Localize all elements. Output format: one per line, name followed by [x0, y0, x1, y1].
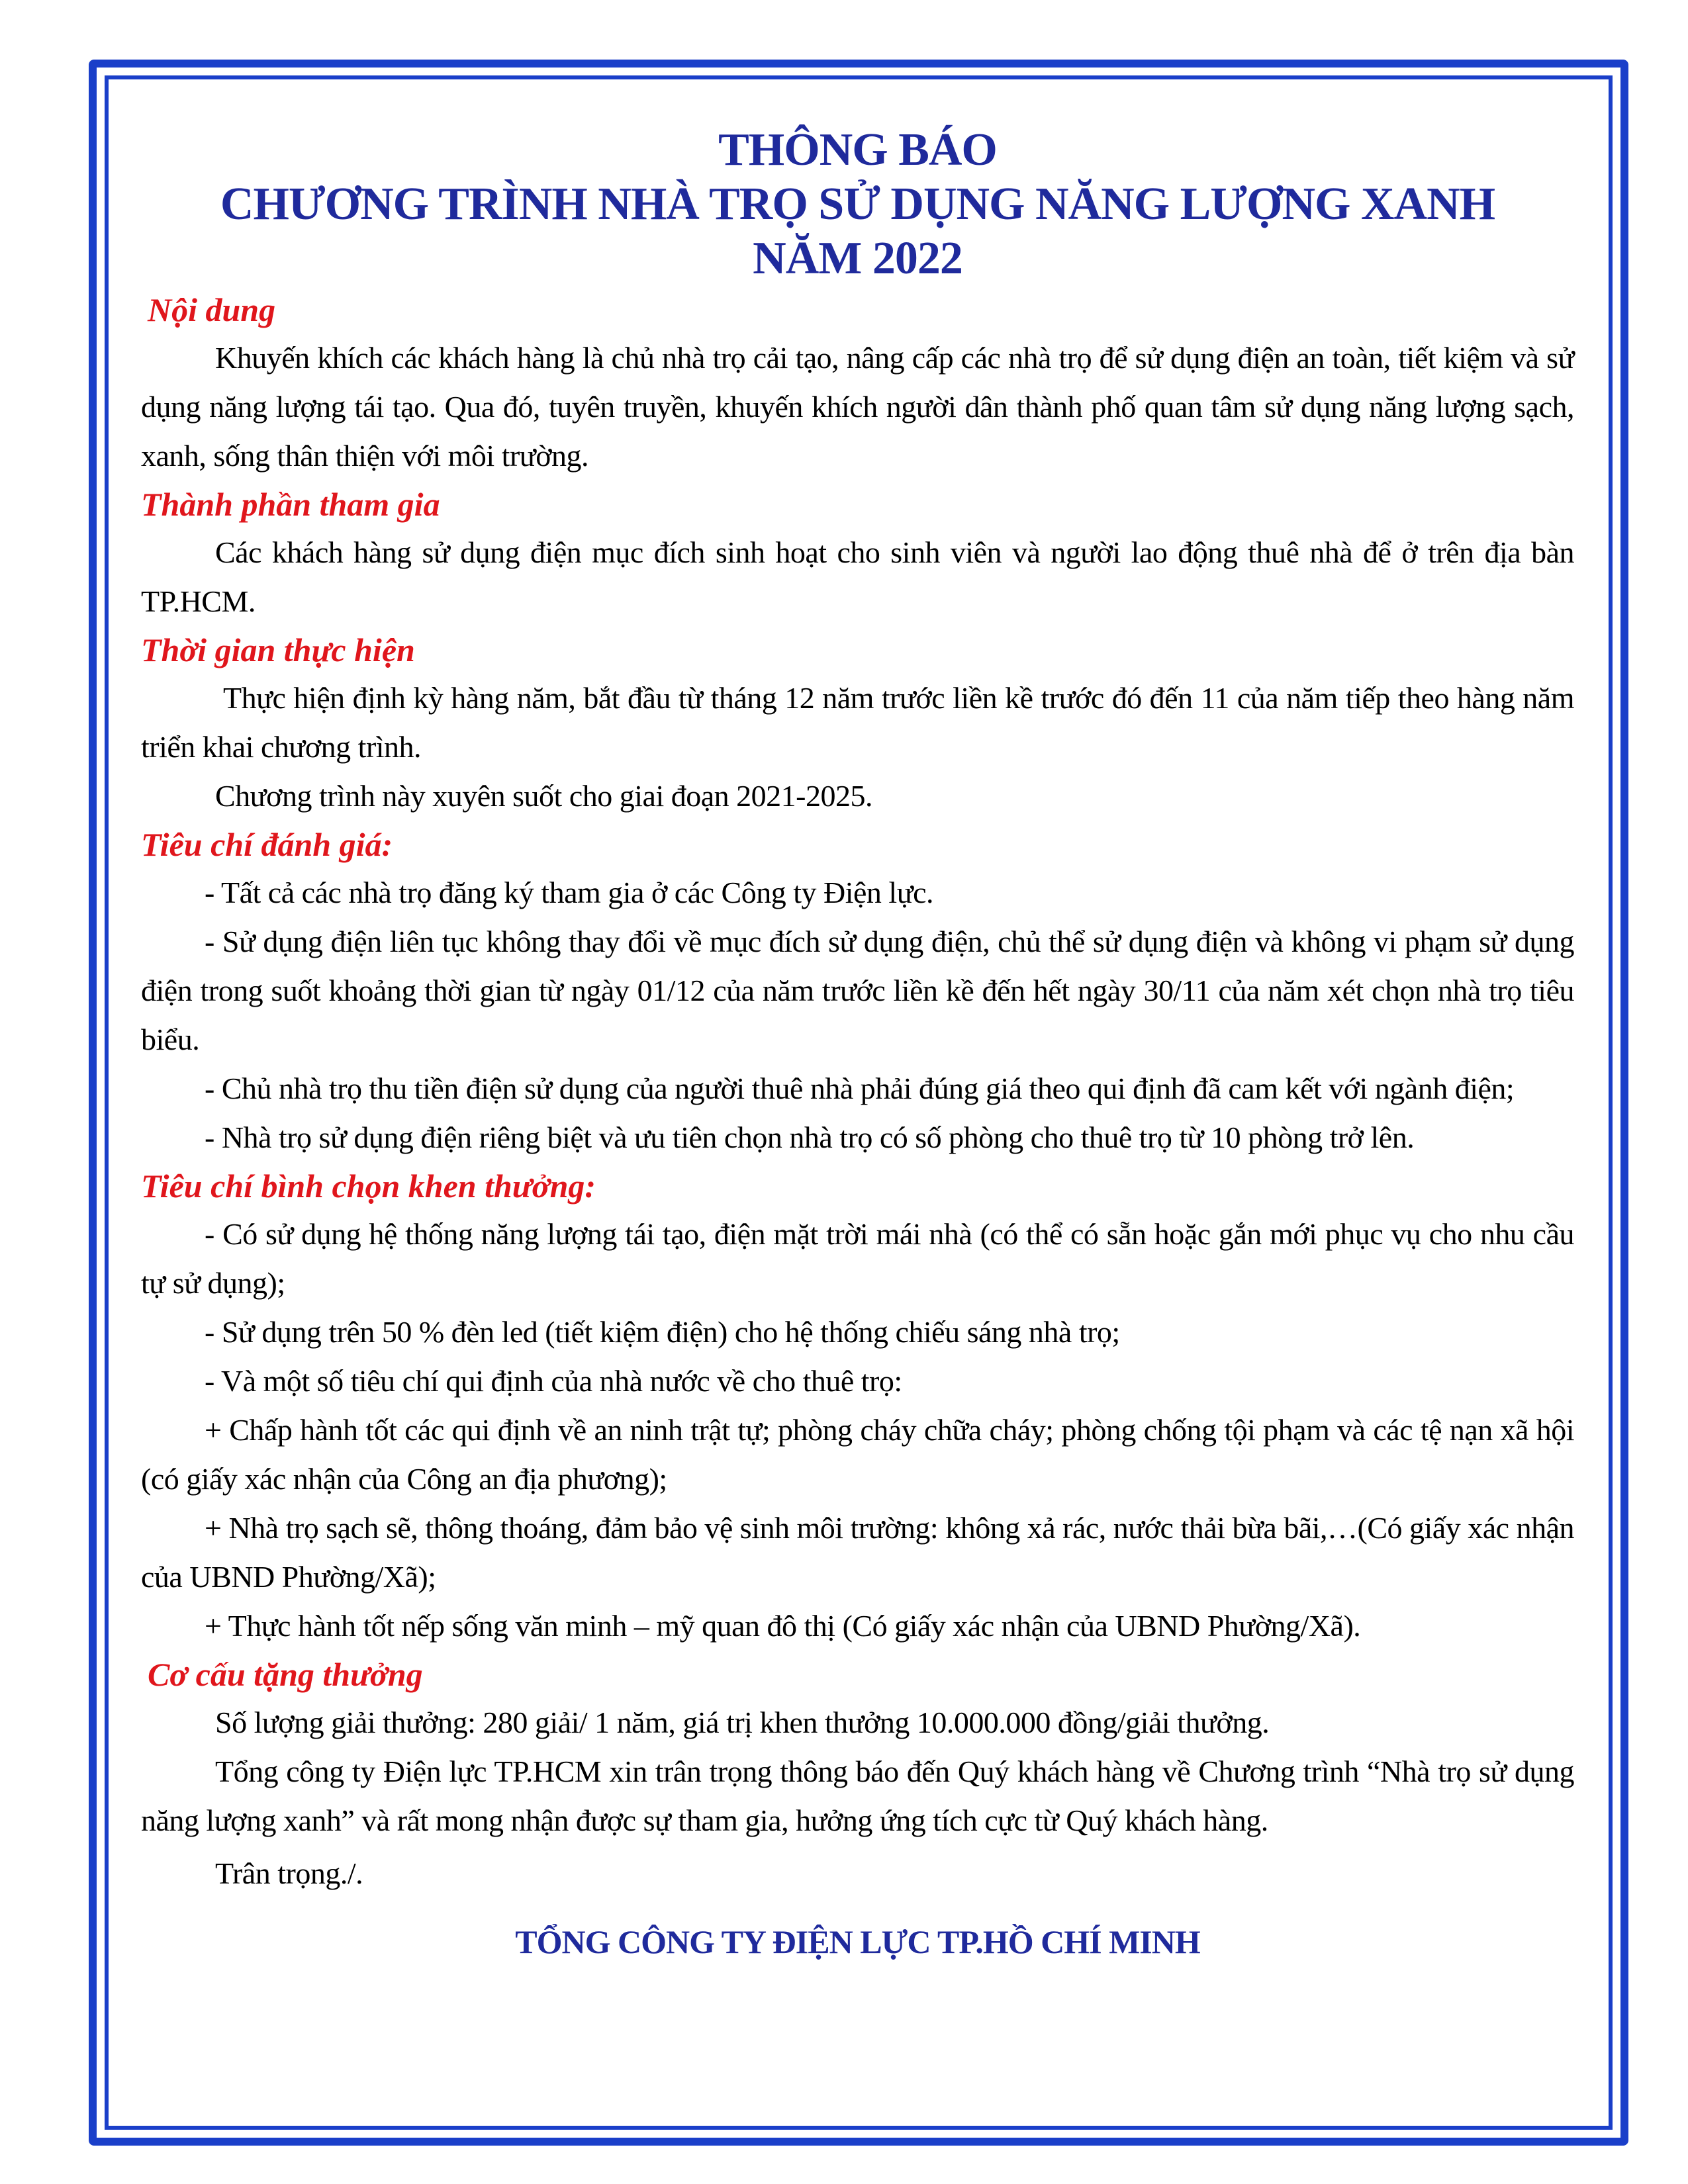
title-line-1: THÔNG BÁO	[718, 124, 997, 175]
criteria-item: - Sử dụng điện liên tục không thay đổi về mục đích sử dụng điện, chủ thể sử dụng điện và không vi phạm sử dụng điện trong suốt khoảng thời gian từ ngày 01/12 của năm trước liền kề đến hết ngày 30/11 của năm xét chọn nhà trọ tiêu biểu.	[141, 925, 1574, 1056]
award-criteria-item: - Sử dụng trên 50 % đèn led (tiết kiệm điện) cho hệ thống chiếu sáng nhà trọ;	[205, 1315, 1120, 1349]
paragraph-co-cau-2: Tổng công ty Điện lực TP.HCM xin trân trọng thông báo đến Quý khách hàng về Chương trình “Nhà trọ sử dụng năng lượng xanh” và rất mong nhận được sự tham gia, hưởng ứng tích cực từ Quý khách hàng.	[141, 1754, 1574, 1837]
title-line-3: NĂM 2022	[753, 233, 962, 284]
paragraph-thoi-gian-2: Chương trình này xuyên suốt cho giai đoạn 2021-2025.	[215, 779, 872, 813]
award-criteria-item: + Nhà trọ sạch sẽ, thông thoáng, đảm bảo vệ sinh môi trường: không xả rác, nước thải bừa bãi,…(Có giấy xác nhận của UBND Phường/Xã);	[141, 1511, 1574, 1594]
heading-tieu-chi-danh-gia: Tiêu chí đánh giá:	[141, 826, 393, 863]
award-criteria-item: - Có sử dụng hệ thống năng lượng tái tạo, điện mặt trời mái nhà (có thể có sẵn hoặc gắn mới phục vụ cho nhu cầu tự sử dụng);	[141, 1217, 1574, 1300]
heading-thoi-gian: Thời gian thực hiện	[141, 631, 415, 668]
heading-thanh-phan: Thành phần tham gia	[141, 486, 440, 523]
heading-co-cau: Cơ cấu tặng thưởng	[148, 1656, 423, 1693]
closing-text: Trân trọng./.	[215, 1856, 363, 1890]
paragraph-thoi-gian-1: Thực hiện định kỳ hàng năm, bắt đầu từ tháng 12 năm trước liền kề trước đó đến 11 của năm tiếp theo hàng năm triển khai chương trình.	[141, 681, 1574, 764]
criteria-item: - Tất cả các nhà trọ đăng ký tham gia ở các Công ty Điện lực.	[205, 876, 934, 909]
notice-title	[141, 123, 1574, 286]
heading-tieu-chi-binh-chon: Tiêu chí bình chọn khen thưởng:	[141, 1167, 596, 1205]
award-criteria-item: - Và một số tiêu chí qui định của nhà nước về cho thuê trọ:	[205, 1364, 902, 1398]
criteria-item: - Chủ nhà trọ thu tiền điện sử dụng của người thuê nhà phải đúng giá theo qui định đã cam kết với ngành điện;	[205, 1071, 1515, 1105]
paragraph-noi-dung: Khuyến khích các khách hàng là chủ nhà trọ cải tạo, nâng cấp các nhà trọ để sử dụng điện an toàn, tiết kiệm và sử dụng năng lượng tái tạo. Qua đó, tuyên truyền, khuyến khích người dân thành phố quan tâm sử dụng năng lượng sạch, xanh, sống thân thiện với môi trường.	[141, 341, 1574, 473]
award-criteria-item: + Thực hành tốt nếp sống văn minh – mỹ quan đô thị (Có giấy xác nhận của UBND Phường/Xã).	[205, 1609, 1361, 1643]
notice-document	[141, 123, 1574, 1968]
signature-org: TỔNG CÔNG TY ĐIỆN LỰC TP.HỒ CHÍ MINH	[515, 1923, 1200, 1960]
paragraph-co-cau-1: Số lượng giải thưởng: 280 giải/ 1 năm, giá trị khen thưởng 10.000.000 đồng/giải thưởng.	[215, 1706, 1270, 1739]
criteria-item: - Nhà trọ sử dụng điện riêng biệt và ưu tiên chọn nhà trọ có số phòng cho thuê trọ từ 10 phòng trở lên.	[205, 1120, 1415, 1154]
title-line-2: CHƯƠNG TRÌNH NHÀ TRỌ SỬ DỤNG NĂNG LƯỢNG XANH	[220, 179, 1495, 230]
award-criteria-item: + Chấp hành tốt các qui định về an ninh trật tự; phòng cháy chữa cháy; phòng chống tội phạm và các tệ nạn xã hội (có giấy xác nhận của Công an địa phương);	[141, 1413, 1574, 1496]
paragraph-thanh-phan: Các khách hàng sử dụng điện mục đích sinh hoạt cho sinh viên và người lao động thuê nhà để ở trên địa bàn TP.HCM.	[141, 535, 1574, 618]
heading-noi-dung: Nội dung	[148, 291, 276, 328]
